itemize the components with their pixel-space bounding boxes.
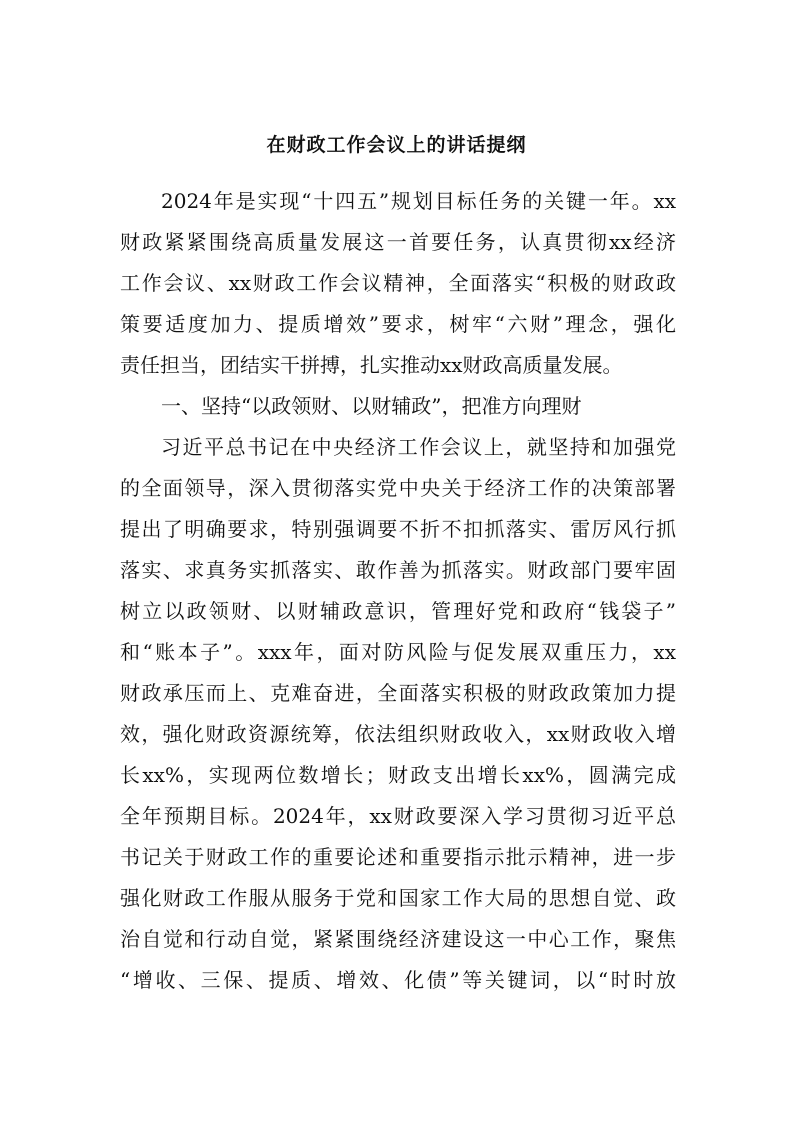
paragraph-line: 治自觉和行动自觉，紧紧围绕经济建设这一中心工作，聚焦	[120, 927, 676, 951]
paragraph-line: 强化财政工作服从服务于党和国家工作大局的思想自觉、政	[120, 886, 676, 910]
paragraph-line: 全年预期目标。2024年，xx财政要深入学习贯彻习近平总	[120, 804, 676, 828]
section-heading: 一、坚持“以政领财、以财辅政”，把准方向理财	[161, 394, 582, 418]
paragraph-line: 财政承压而上、克难奋进，全面落实积极的财政政策加力提	[120, 681, 676, 705]
paragraph-line: “增收、三保、提质、增效、化债”等关键词，以“时时放	[120, 968, 676, 992]
paragraph-line: 落实、求真务实抓落实、敢作善为抓落实。财政部门要牢固	[120, 558, 676, 582]
paragraph-line: 树立以政领财、以财辅政意识，管理好党和政府“钱袋子”	[120, 599, 676, 623]
paragraph-line: 财政紧紧围绕高质量发展这一首要任务，认真贯彻xx经济	[120, 230, 676, 254]
paragraph-line: 的全面领导，深入贯彻落实党中央关于经济工作的决策部署	[120, 476, 676, 500]
paragraph-line: 书记关于财政工作的重要论述和重要指示批示精神，进一步	[120, 845, 676, 869]
paragraph-line: 和“账本子”。xxx年，面对防风险与促发展双重压力，xx	[120, 640, 676, 664]
paragraph-line: 提出了明确要求，特别强调要不折不扣抓落实、雷厉风行抓	[120, 517, 676, 541]
paragraph-line: 工作会议、xx财政工作会议精神，全面落实“积极的财政政	[120, 271, 676, 295]
paragraph-line: 习近平总书记在中央经济工作会议上，就坚持和加强党	[161, 435, 676, 459]
paragraph-line: 责任担当，团结实干拼搏，扎实推动xx财政高质量发展。	[120, 353, 623, 377]
paragraph-line: 2024年是实现“十四五”规划目标任务的关键一年。xx	[161, 189, 676, 213]
paragraph-line: 长xx%，实现两位数增长；财政支出增长xx%，圆满完成	[120, 763, 676, 787]
document-title: 在财政工作会议上的讲话提纲	[266, 134, 527, 156]
paragraph-line: 策要适度加力、提质增效”要求，树牢“六财”理念，强化	[120, 312, 676, 336]
paragraph-line: 效，强化财政资源统筹，依法组织财政收入，xx财政收入增	[120, 722, 676, 746]
